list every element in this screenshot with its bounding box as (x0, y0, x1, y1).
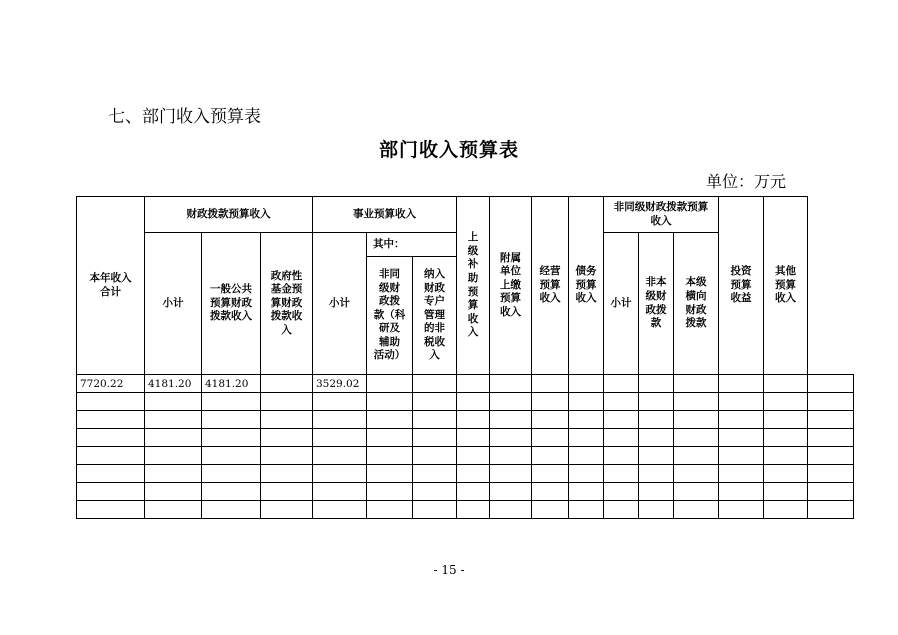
table-cell (413, 465, 457, 483)
table-cell (367, 375, 413, 393)
table-cell (457, 501, 490, 519)
table-cell (202, 429, 261, 447)
table-cell (145, 429, 202, 447)
table-cell (639, 375, 674, 393)
table-cell (202, 447, 261, 465)
table-cell (367, 501, 413, 519)
table-cell (261, 483, 313, 501)
header-general-public-budget: 一般公共 预算财政 拨款收入 (202, 233, 261, 375)
table-cell (413, 429, 457, 447)
table-cell (674, 393, 719, 411)
table-cell (532, 429, 569, 447)
table-cell (604, 447, 639, 465)
header-business-subtotal: 小计 (313, 233, 367, 375)
table-cell (490, 501, 532, 519)
header-non-same-level-research: 非同 级财 政拨 款（科 研及 辅助 活动） (367, 257, 413, 375)
table-cell (532, 465, 569, 483)
table-cell (77, 411, 145, 429)
table-cell (77, 501, 145, 519)
table-cell (764, 483, 808, 501)
table-row (77, 465, 854, 483)
table-row (77, 501, 854, 519)
header-fiscal-subtotal: 小计 (145, 233, 202, 375)
header-affiliated-units: 附属 单位 上缴 预算 收入 (490, 197, 532, 375)
table-cell (808, 393, 854, 411)
table-cell (145, 483, 202, 501)
table-cell (604, 429, 639, 447)
table-cell (719, 411, 764, 429)
table-cell (604, 393, 639, 411)
header-fiscal-special-account: 纳入 财政 专户 管理 的非 税收 入 (413, 257, 457, 375)
table-cell (490, 375, 532, 393)
table-cell (639, 411, 674, 429)
table-cell (532, 447, 569, 465)
table-cell (674, 465, 719, 483)
header-investment-income: 投资 预算 收益 (719, 197, 764, 375)
table-cell: 4181.20 (145, 375, 202, 393)
table-cell (261, 429, 313, 447)
table-cell (490, 465, 532, 483)
header-fiscal-appropriation: 财政拨款预算收入 (145, 197, 313, 233)
header-total-income: 本年收入 合计 (77, 197, 145, 375)
header-operating-income: 经营 预算 收入 (532, 197, 569, 375)
table-cell (604, 501, 639, 519)
table-cell (764, 465, 808, 483)
table-cell (413, 393, 457, 411)
table-cell (261, 465, 313, 483)
table-cell (77, 465, 145, 483)
table-cell (77, 429, 145, 447)
section-heading: 七、部门收入预算表 (108, 107, 261, 127)
table-cell (202, 501, 261, 519)
header-other-income: 其他 预算 收入 (764, 197, 808, 375)
table-cell (719, 501, 764, 519)
table-cell (674, 429, 719, 447)
table-cell (569, 447, 604, 465)
table-cell (639, 501, 674, 519)
table-row (77, 429, 854, 447)
table-cell (604, 375, 639, 393)
table-cell (202, 411, 261, 429)
table-cell (719, 465, 764, 483)
table-cell (569, 465, 604, 483)
table-cell (413, 501, 457, 519)
table-row (77, 447, 854, 465)
table-cell (145, 393, 202, 411)
table-cell (604, 465, 639, 483)
table-cell (202, 465, 261, 483)
table-cell: 3529.02 (313, 375, 367, 393)
table-cell (719, 375, 764, 393)
table-cell (77, 483, 145, 501)
table-cell (313, 429, 367, 447)
table-row (77, 375, 854, 393)
table-cell (367, 393, 413, 411)
table-cell (808, 501, 854, 519)
table-cell (639, 447, 674, 465)
table-cell (674, 447, 719, 465)
table-cell (604, 411, 639, 429)
table-cell (145, 501, 202, 519)
header-gov-fund-budget: 政府性 基金预 算财政 拨款收 入 (261, 233, 313, 375)
budget-table (76, 196, 854, 519)
table-cell (532, 375, 569, 393)
header-non-own-level: 非本 级财 政拨 款 (639, 233, 674, 375)
table-cell (145, 447, 202, 465)
table-cell (313, 447, 367, 465)
table-cell (764, 411, 808, 429)
table-cell (764, 501, 808, 519)
table-cell (145, 465, 202, 483)
table-cell (77, 447, 145, 465)
table-cell (202, 393, 261, 411)
header-non-same-level-fiscal: 非同级财政拨款预算 收入 (604, 197, 719, 233)
unit-note: 单位：万元 (705, 172, 786, 191)
table-cell (261, 447, 313, 465)
table-cell (639, 465, 674, 483)
table-cell (457, 375, 490, 393)
header-non-same-subtotal: 小计 (604, 233, 639, 375)
table-cell (457, 411, 490, 429)
table-cell (808, 483, 854, 501)
table-cell: 4181.20 (202, 375, 261, 393)
table-cell (674, 411, 719, 429)
table-cell (674, 375, 719, 393)
table-cell (413, 411, 457, 429)
table-cell (639, 483, 674, 501)
table-cell (261, 501, 313, 519)
table-cell (639, 393, 674, 411)
table-cell (457, 483, 490, 501)
table-cell (202, 483, 261, 501)
table-cell (77, 393, 145, 411)
table-cell (313, 483, 367, 501)
table-cell (261, 393, 313, 411)
page-number: - 15 - (433, 563, 465, 577)
table-cell (569, 483, 604, 501)
table-cell (719, 429, 764, 447)
table-cell (367, 411, 413, 429)
table-cell (490, 429, 532, 447)
table-cell (808, 375, 854, 393)
table-cell (569, 411, 604, 429)
table-cell (367, 483, 413, 501)
header-debt-income: 债务 预算 收入 (569, 197, 604, 375)
table-cell (674, 501, 719, 519)
table-row (77, 411, 854, 429)
table-cell (808, 411, 854, 429)
table-cell (532, 501, 569, 519)
table-cell (261, 375, 313, 393)
table-cell (604, 483, 639, 501)
table-cell (457, 447, 490, 465)
table-cell (313, 465, 367, 483)
table-cell (313, 393, 367, 411)
table-cell (413, 447, 457, 465)
table-cell (532, 411, 569, 429)
table-row (77, 393, 854, 411)
table-cell (145, 411, 202, 429)
table-cell (764, 429, 808, 447)
table-cell (569, 375, 604, 393)
table-cell (261, 411, 313, 429)
table-cell (413, 483, 457, 501)
table-row (77, 483, 854, 501)
table-cell (569, 429, 604, 447)
table-cell (719, 393, 764, 411)
header-superior-subsidy: 上 级 补 助 预 算 收 入 (457, 197, 490, 375)
table-cell (457, 429, 490, 447)
header-own-level-horizontal: 本级 横向 财政 拨款 (674, 233, 719, 375)
table-cell (490, 447, 532, 465)
table-cell (808, 447, 854, 465)
table-cell (490, 411, 532, 429)
table-cell (532, 483, 569, 501)
table-cell (808, 429, 854, 447)
table-cell (490, 393, 532, 411)
header-of-which: 其中： (367, 233, 457, 257)
table-cell (808, 465, 854, 483)
table-cell (367, 447, 413, 465)
table-cell (764, 375, 808, 393)
table-cell (719, 447, 764, 465)
document-title: 部门收入预算表 (378, 139, 519, 161)
table-cell (313, 501, 367, 519)
table-cell (413, 375, 457, 393)
header-business-income: 事业预算收入 (313, 197, 457, 233)
table-cell (490, 483, 532, 501)
table-cell (367, 429, 413, 447)
table-cell (457, 393, 490, 411)
table-cell (719, 483, 764, 501)
table-cell (569, 393, 604, 411)
table-cell (367, 465, 413, 483)
table-cell (764, 447, 808, 465)
table-cell (674, 483, 719, 501)
table-cell (639, 429, 674, 447)
table-cell (457, 465, 490, 483)
table-cell (764, 393, 808, 411)
table-cell (569, 501, 604, 519)
table-cell: 7720.22 (77, 375, 145, 393)
table-cell (532, 393, 569, 411)
table-cell (313, 411, 367, 429)
